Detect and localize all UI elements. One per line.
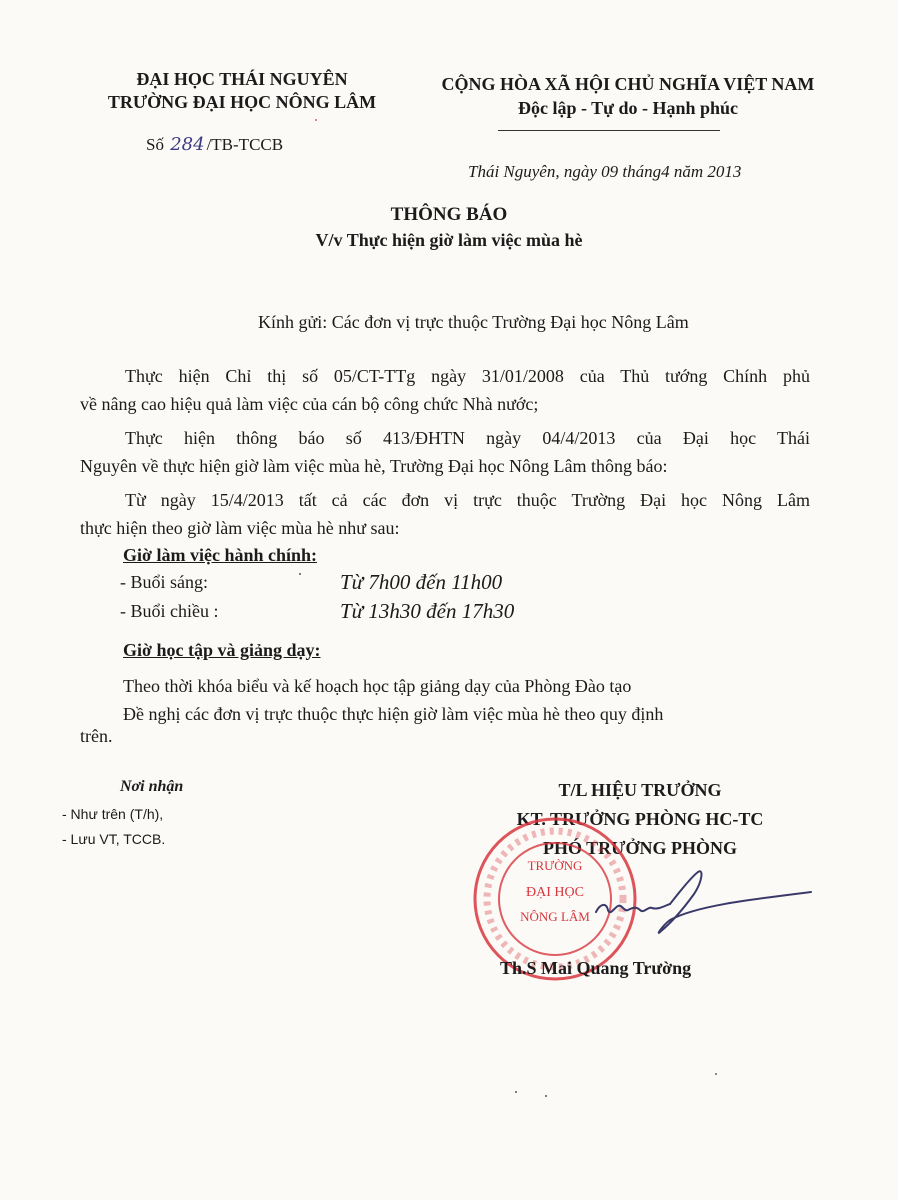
handwritten-number: 284 — [170, 134, 205, 155]
document-number: Số 284 /TB-TCCB — [146, 134, 284, 155]
document-date: Thái Nguyên, ngày 09 tháng4 năm 2013 — [468, 162, 742, 181]
org-name: TRƯỜNG ĐẠI HỌC NÔNG LÂM — [107, 92, 377, 112]
morning-hours: - Buổi sáng: Từ 7h00 đến 11h00 — [120, 570, 503, 594]
study-hours-heading: Giờ học tập và giảng dạy: — [123, 640, 321, 660]
date-day: 09 — [601, 162, 619, 181]
issuing-organization — [82, 68, 402, 114]
signature-title-3: PHÓ TRƯỞNG PHÒNG — [542, 838, 737, 858]
signature-title-1: T/L HIỆU TRƯỞNG — [558, 780, 722, 800]
seal-text-line-1: TRƯỜNG — [527, 858, 583, 873]
nation-name: CỘNG HÒA XÃ HỘI CHỦ NGHĨA VIỆT NAM — [441, 74, 815, 94]
greeting: Kính gửi: Các đơn vị trực thuộc Trường Đại học Nông Lâm — [258, 312, 689, 332]
date-month: 4 — [661, 162, 670, 181]
request-text: Đề nghị các đơn vị trực thuộc thực hiện giờ làm việc mùa hè theo quy định — [123, 704, 664, 724]
recipient-item: - Như trên (T/h), — [62, 806, 164, 822]
afternoon-hours-value: Từ 13h30 đến 17h30 — [340, 599, 515, 623]
national-motto — [418, 72, 838, 120]
recipients-heading: Nơi nhận — [120, 778, 184, 795]
seal-text-line-3: NÔNG LÂM — [520, 909, 590, 924]
admin-hours-heading: Giờ làm việc hành chính: — [123, 545, 317, 565]
document-title: THÔNG BÁO — [390, 204, 508, 225]
signature-title-2: KT. TRƯỞNG PHÒNG HC-TC — [516, 809, 764, 829]
handwritten-signature — [586, 866, 816, 938]
motto-underline — [498, 130, 720, 131]
signer-name: Th.S Mai Quang Trường — [500, 958, 692, 978]
request-text-end: trên. — [80, 726, 113, 746]
org-parent: ĐẠI HỌC THÁI NGUYÊN — [136, 69, 348, 89]
document-subtitle: V/v Thực hiện giờ làm việc mùa hè — [315, 230, 583, 250]
paragraph: Thực hiện Chỉ thị số 05/CT-TTg ngày 31/01/2008 của Thủ tướng Chính phủ về nâng cao hiệu quả làm việc của cán bộ công chức Nhà nước; — [80, 366, 810, 414]
paragraph: Từ ngày 15/4/2013 tất cả các đơn vị trực thuộc Trường Đại học Nông Lâm thực hiện theo giờ làm việc mùa hè như sau: — [80, 490, 810, 538]
paragraph: Thực hiện thông báo số 413/ĐHTN ngày 04/4/2013 của Đại học Thái Nguyên về thực hiện giờ làm việc mùa hè, Trường Đại học Nông Lâm thông báo: — [80, 428, 810, 476]
seal-text-line-2: ĐẠI HỌC — [526, 885, 584, 900]
morning-hours-value: Từ 7h00 đến 11h00 — [340, 570, 503, 594]
study-hours-text: Theo thời khóa biểu và kế hoạch học tập giảng dạy của Phòng Đào tạo — [123, 676, 632, 696]
afternoon-hours: - Buổi chiều : Từ 13h30 đến 17h30 — [120, 599, 515, 623]
recipient-item: - Lưu VT, TCCB. — [62, 831, 166, 847]
motto: Độc lập - Tự do - Hạnh phúc — [517, 98, 739, 118]
